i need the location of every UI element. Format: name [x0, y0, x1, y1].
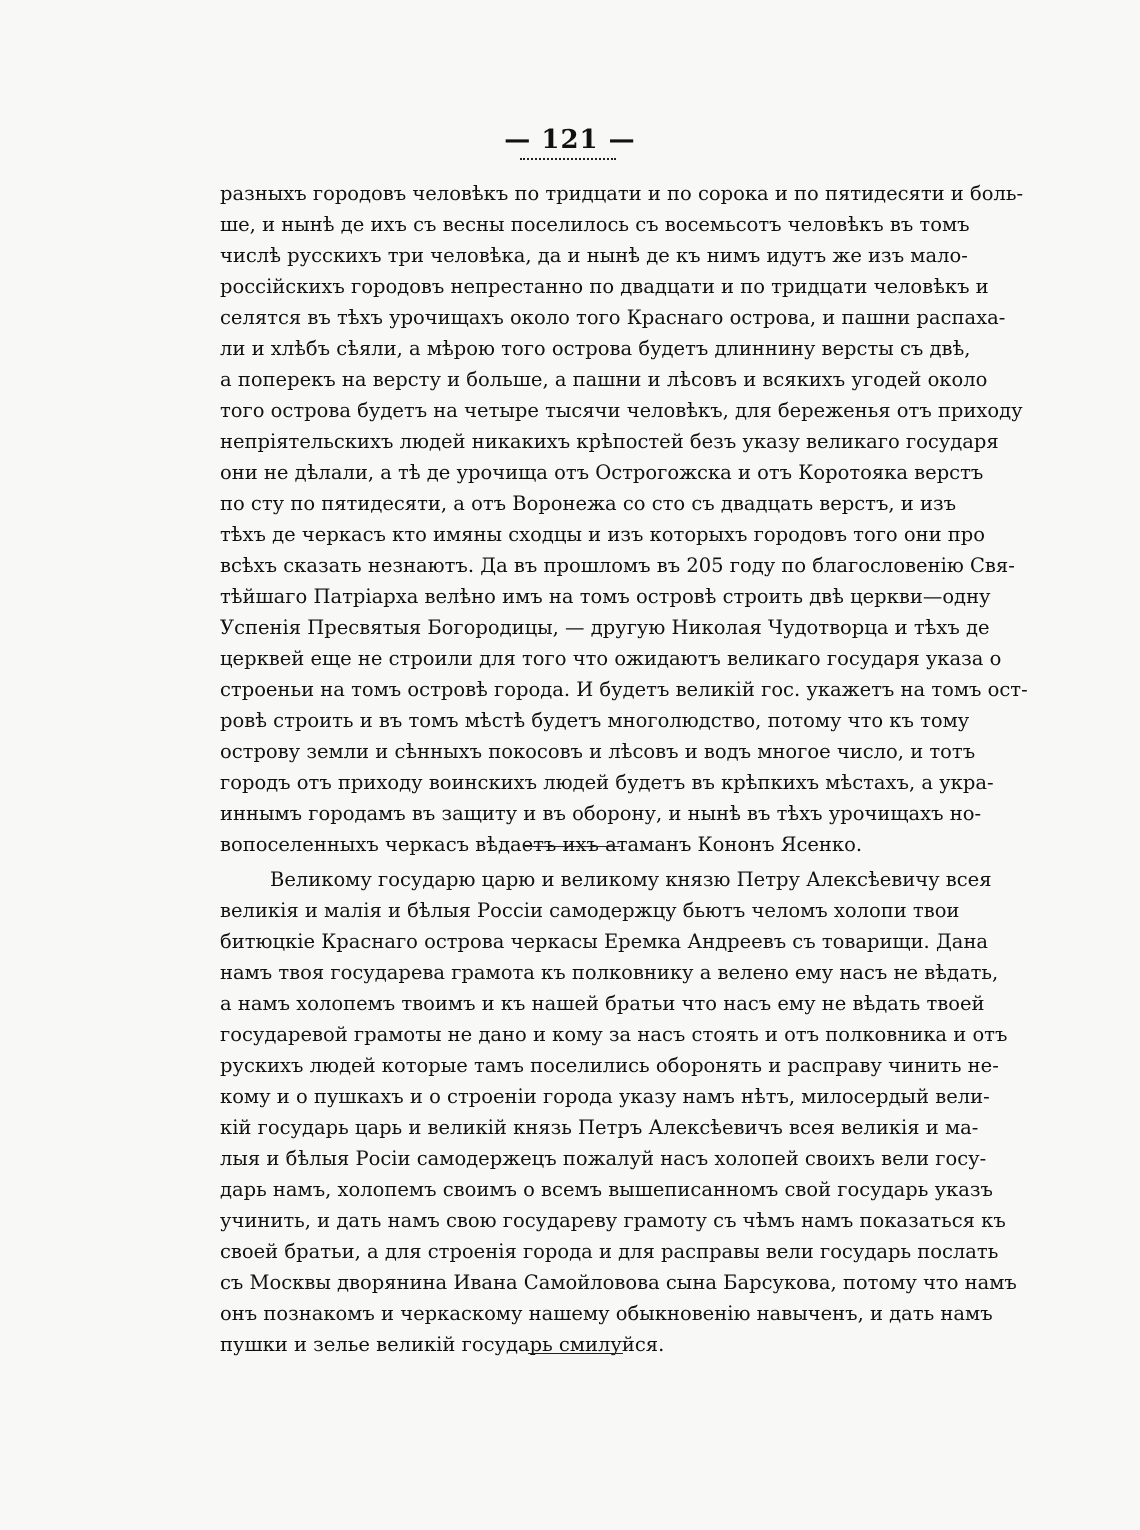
text-line: всѣхъ сказать незнаютъ. Да въ прошломъ въ 205 году по благословенію Свя-: [220, 554, 1015, 577]
page-number: — 121 —: [504, 125, 636, 155]
section-1-text: [220, 178, 1028, 860]
text-line: Успенія Пресвятыя Богородицы, — другую Николая Чудотворца и тѣхъ де: [220, 616, 990, 639]
text-line: съ Москвы дворянина Ивана Самойловова сына Барсукова, потому что намъ: [220, 1271, 1017, 1294]
text-line: дарь намъ, холопемъ своимъ о всемъ вышеписанномъ свой государь указъ: [220, 1178, 993, 1201]
text-line: пушки и зелье великій государь смилуйся.: [220, 1333, 665, 1356]
text-line: онъ познакомъ и черкаскому нашему обыкновенію навыченъ, и дать намъ: [220, 1302, 993, 1325]
text-line: они не дѣлали, а тѣ де урочища отъ Острогожска и отъ Коротояка верстъ: [220, 461, 984, 484]
text-line: по сту по пятидесяти, а отъ Воронежа со сто съ двадцать верстъ, и изъ: [220, 492, 957, 515]
text-line: кому и о пушкахъ и о строеніи города указу намъ нѣтъ, милосердый вели-: [220, 1085, 990, 1108]
text-line: иннымъ городамъ въ защиту и въ оборону, и нынѣ въ тѣхъ урочищахъ но-: [220, 802, 982, 825]
text-line: а поперекъ на версту и больше, а пашни и лѣсовъ и всякихъ угодей около: [220, 368, 988, 391]
text-line: городъ отъ приходу воинскихъ людей будетъ въ крѣпкихъ мѣстахъ, а укра-: [220, 771, 994, 794]
text-line: вопоселенныхъ черкасъ вѣдаетъ ихъ атаманъ Кононъ Ясенко.: [220, 833, 863, 856]
text-line: а намъ холопемъ твоимъ и къ нашей братьи что насъ ему не вѣдать твоей: [220, 992, 985, 1015]
text-line: учинить, и дать намъ свою государеву грамоту съ чѣмъ намъ показаться къ: [220, 1209, 1006, 1232]
text-line: государевой грамоты не дано и кому за насъ стоять и отъ полковника и отъ: [220, 1023, 1008, 1046]
text-line: тѣйшаго Патріарха велѣно имъ на томъ островѣ строить двѣ церкви—одну: [220, 585, 991, 608]
text-line: непріятельскихъ людей никакихъ крѣпостей безъ указу великаго государя: [220, 430, 999, 453]
text-line: острову земли и сѣнныхъ покосовъ и лѣсовъ и водъ многое число, и тотъ: [220, 740, 976, 763]
text-line: Великому государю царю и великому князю Петру Алексѣевичу всея: [270, 868, 992, 891]
text-line: тѣхъ де черкасъ кто имяны сходцы и изъ которыхъ городовъ того они про: [220, 523, 986, 546]
text-line: числѣ русскихъ три человѣка, да и нынѣ де къ нимъ идутъ же изъ мало-: [220, 244, 968, 267]
text-line: ше, и нынѣ де ихъ съ весны поселилось съ восемьсотъ человѣкъ въ томъ: [220, 213, 970, 236]
text-line: великія и малія и бѣлыя Россіи самодержцу бьютъ челомъ холопи твои: [220, 899, 960, 922]
section-divider: [525, 846, 620, 847]
text-line: строеньи на томъ островѣ города. И будетъ великій гос. укажетъ на томъ ост-: [220, 678, 1028, 701]
section-divider: [528, 1353, 623, 1354]
text-line: селятся въ тѣхъ урочищахъ около того Краснаго острова, и пашни распаха-: [220, 306, 1006, 329]
text-line: битюцкіе Краснаго острова черкасы Еремка Андреевъ съ товарищи. Дана: [220, 930, 989, 953]
text-line: церквей еще не строили для того что ожидаютъ великаго государя указа о: [220, 647, 1002, 670]
text-line: ровѣ строить и въ томъ мѣстѣ будетъ многолюдство, потому что къ тому: [220, 709, 970, 732]
text-line: россійскихъ городовъ непрестанно по двадцати и по тридцати человѣкъ и: [220, 275, 989, 298]
text-line: разныхъ городовъ человѣкъ по тридцати и по сорока и по пятидесяти и боль-: [220, 182, 1024, 205]
text-line: намъ твоя государева грамота къ полковнику а велено ему насъ не вѣдать,: [220, 961, 999, 984]
text-line: кій государь царь и великій князь Петръ Алексѣевичъ всея великія и ма-: [220, 1116, 979, 1139]
text-line: своей братьи, а для строенія города и для расправы вели государь послать: [220, 1240, 999, 1263]
page-number-ornament: [520, 154, 616, 160]
text-line: лыя и бѣлыя Росіи самодержецъ пожалуй насъ холопей своихъ вели госу-: [220, 1147, 987, 1170]
text-line: того острова будетъ на четыре тысячи человѣкъ, для береженья отъ приходу: [220, 399, 1023, 422]
text-line: ли и хлѣбъ сѣяли, а мѣрою того острова будетъ длиннину версты съ двѣ,: [220, 337, 971, 360]
section-2-petition-text: [220, 864, 1017, 1360]
text-line: рускихъ людей которые тамъ поселились оборонять и расправу чинить не-: [220, 1054, 999, 1077]
